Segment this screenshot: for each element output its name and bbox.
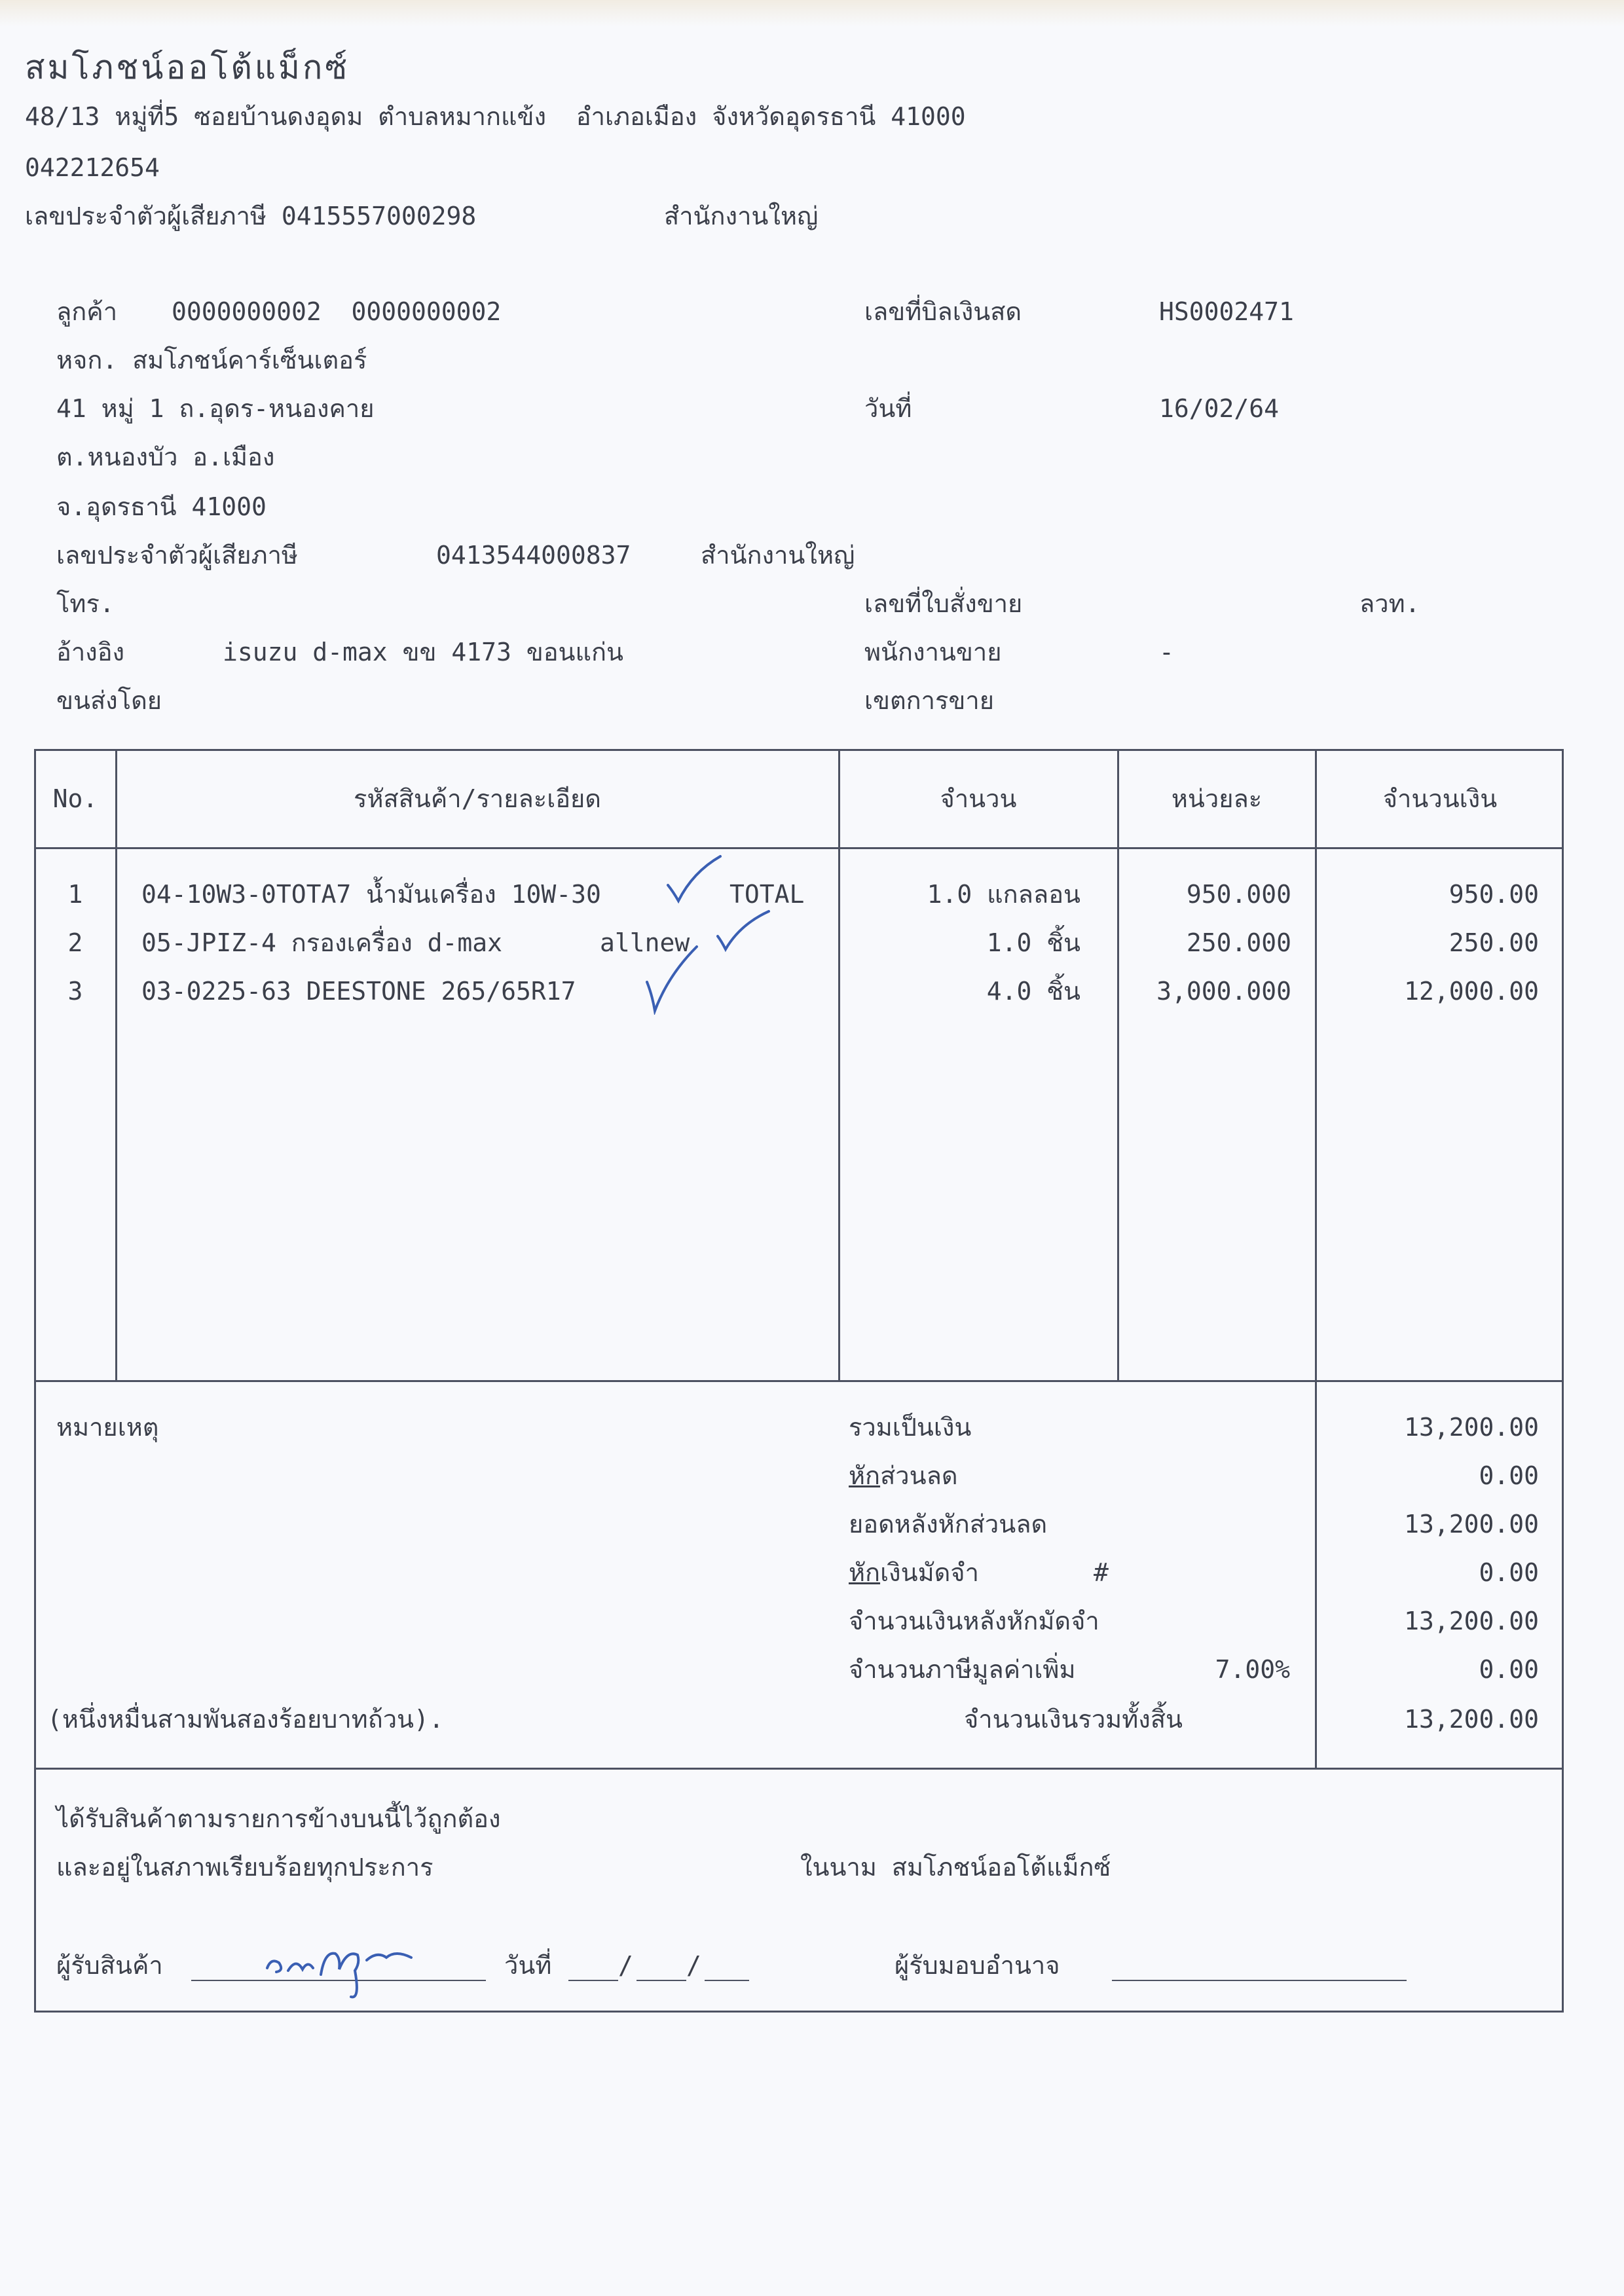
col-divider-desc <box>838 749 840 1381</box>
reference-value: isuzu d-max ขข 4173 ขอนแก่น <box>223 638 624 666</box>
customer-address-3: จ.อุดรธานี 41000 <box>56 492 267 521</box>
col-divider-no <box>115 749 117 1381</box>
salesman-label: พนักงานขาย <box>864 638 1002 666</box>
row-1-amount: 950.00 <box>1449 880 1539 909</box>
row-3-quantity: 4.0 ชิ้น <box>986 977 1080 1006</box>
grand-total-label: จำนวนเงินรวมทั้งสิ้น <box>964 1705 1183 1734</box>
bill-date: 16/02/64 <box>1159 394 1280 423</box>
sales-area-label: เขตการขาย <box>864 686 994 715</box>
row-3-description: 03-0225-63 DEESTONE 265/65R17 <box>141 977 576 1006</box>
on-behalf-of: ในนาม สมโภชน์ออโต้แม็กซ์ <box>800 1853 1111 1882</box>
row-1-description: 04-10W3-0TOTA7 น้ำมันเครื่อง 10W-30 <box>141 880 601 909</box>
row-3-amount: 12,000.00 <box>1404 977 1539 1006</box>
deposit-hash: # <box>1094 1558 1109 1587</box>
after-deposit-label: จำนวนเงินหลังหักมัดจำ <box>849 1607 1099 1635</box>
customer-address-1: 41 หมู่ 1 ถ.อุดร-หนองคาย <box>56 394 375 423</box>
customer-tax-label: เลขประจำตัวผู้เสียภาษี <box>56 541 298 570</box>
header-amount: จำนวนเงิน <box>1382 784 1498 813</box>
col-divider-qty <box>1117 749 1119 1381</box>
row-1-quantity: 1.0 แกลลอน <box>927 880 1080 909</box>
receiver-label: ผู้รับสินค้า <box>56 1951 163 1980</box>
customer-address-2: ต.หนองบัว อ.เมือง <box>56 443 275 471</box>
date-day-line <box>568 1980 618 1981</box>
row-2-no: 2 <box>67 928 83 957</box>
vat-value: 0.00 <box>1479 1655 1539 1684</box>
authorized-label: ผู้รับมอบอำนาจ <box>895 1951 1060 1980</box>
authorized-signature-line <box>1112 1980 1407 1981</box>
subtotal-label: รวมเป็นเงิน <box>849 1413 972 1442</box>
shipping-label: ขนส่งโดย <box>56 686 162 715</box>
remark-label: หมายเหตุ <box>56 1413 159 1442</box>
row-3-no: 3 <box>67 977 83 1006</box>
after-discount-label: ยอดหลังหักส่วนลด <box>849 1510 1048 1539</box>
grand-total-value: 13,200.00 <box>1404 1705 1539 1734</box>
row-2-unit-price: 250.000 <box>1186 928 1291 957</box>
bill-number-label: เลขที่บิลเงินสด <box>864 297 1022 326</box>
date-slash-2: / <box>686 1951 701 1980</box>
received-statement-2: และอยู่ในสภาพเรียบร้อยทุกประการ <box>56 1853 434 1882</box>
customer-name: หจก. สมโภชน์คาร์เซ็นเตอร์ <box>56 346 367 374</box>
header-description: รหัสสินค้า/รายละเอียด <box>354 784 601 813</box>
customer-label: ลูกค้า <box>56 297 118 326</box>
deposit-label-text: เงินมัดจำ <box>880 1558 979 1587</box>
row-1-no: 1 <box>67 880 83 909</box>
row-2-description: 05-JPIZ-4 กรองเครื่อง d-max <box>141 928 503 957</box>
reference-label: อ้างอิง <box>56 638 125 666</box>
company-phone: 042212654 <box>25 153 160 182</box>
after-discount-value: 13,200.00 <box>1404 1510 1539 1539</box>
scan-top-edge <box>0 0 1624 26</box>
company-branch: สำนักงานใหญ่ <box>664 202 819 230</box>
company-address: 48/13 หมู่ที่5 ซอยบ้านดงอุดม ตำบลหมากแข้ง อำเภอเมือง จังหวัดอุดรธานี 41000 <box>25 102 966 131</box>
after-deposit-value: 13,200.00 <box>1404 1607 1539 1635</box>
company-name: สมโภชน์ออโต้แม็กซ์ <box>25 48 350 86</box>
deposit-label-prefix: หัก <box>849 1558 881 1587</box>
date-slash-1: / <box>618 1951 633 1980</box>
bill-date-label: วันที่ <box>864 394 912 423</box>
sales-order-label: เลขที่ใบสั่งขาย <box>864 589 1023 618</box>
salesman-value: - <box>1159 638 1174 666</box>
vat-label: จำนวนภาษีมูลค่าเพิ่ม <box>849 1655 1076 1684</box>
customer-code: 0000000002 0000000002 <box>172 297 502 326</box>
discount-label-prefix: หัก <box>849 1461 881 1490</box>
row-2-extra: allnew <box>600 928 690 957</box>
received-statement-1: ได้รับสินค้าตามรายการข้างบนนี้ไว้ถูกต้อง <box>56 1804 501 1833</box>
table-body-divider <box>34 1380 1564 1382</box>
sales-order-value: ลวท. <box>1359 589 1420 618</box>
row-2-amount: 250.00 <box>1449 928 1539 957</box>
amount-in-words: (หนึ่งหมื่นสามพันสองร้อยบาทถ้วน). <box>47 1705 444 1734</box>
subtotal-value: 13,200.00 <box>1404 1413 1539 1442</box>
row-1-unit-price: 950.000 <box>1186 880 1291 909</box>
header-quantity: จำนวน <box>940 784 1017 813</box>
receive-date-label: วันที่ <box>504 1951 552 1980</box>
vat-rate: 7.00% <box>1215 1655 1290 1684</box>
checkmark-icon <box>664 851 723 910</box>
company-tax-id: เลขประจำตัวผู้เสียภาษี 0415557000298 <box>25 202 477 230</box>
discount-label <box>849 1461 958 1490</box>
customer-tax-id: 0413544000837 <box>436 541 631 570</box>
receiver-signature <box>262 1931 419 2003</box>
customer-phone-label: โทร. <box>56 589 115 618</box>
customer-branch: สำนักงานใหญ่ <box>701 541 855 570</box>
checkmark-icon <box>714 907 773 956</box>
row-2-quantity: 1.0 ชิ้น <box>986 928 1080 957</box>
row-3-unit-price: 3,000.000 <box>1156 977 1291 1006</box>
deposit-value: 0.00 <box>1479 1558 1539 1587</box>
discount-value: 0.00 <box>1479 1461 1539 1490</box>
summary-divider <box>34 1768 1564 1770</box>
header-unit-price: หน่วยละ <box>1171 784 1263 813</box>
row-1-extra: TOTAL <box>729 880 805 909</box>
date-month-line <box>637 1980 686 1981</box>
discount-label-text: ส่วนลด <box>880 1461 958 1490</box>
date-year-line <box>705 1980 749 1981</box>
checkmark-icon <box>642 943 701 1015</box>
deposit-label <box>849 1558 979 1587</box>
header-no: No. <box>52 784 98 813</box>
bill-number: HS0002471 <box>1159 297 1294 326</box>
table-header-divider <box>34 847 1564 849</box>
